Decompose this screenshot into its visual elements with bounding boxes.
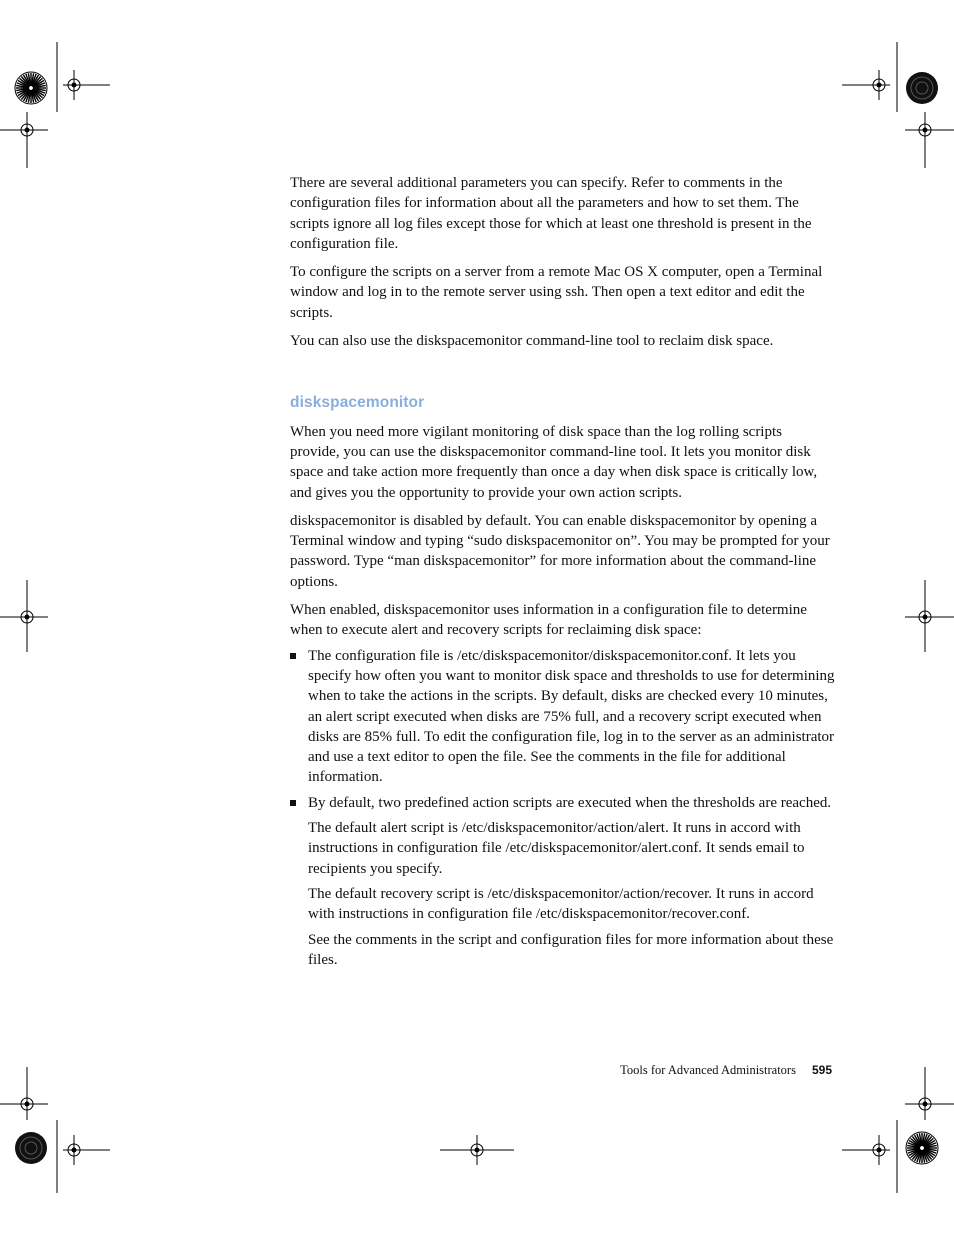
bullet-subparagraph: The default recovery script is /etc/diskspacemonitor/action/recover. It runs in accord with instructions in configuration file /etc/diskspacemonitor/recover.conf. <box>308 885 814 923</box>
bullet-text: By default, two predefined action scripts are executed when the thresholds are reached. <box>308 794 832 811</box>
body-text <box>290 173 835 975</box>
section-paragraph: When you need more vigilant monitoring of disk space than the log rolling scripts provide, you can use the diskspacemonitor command-line tool. It lets you monitor disk space and take action more frequently than once a day when disk space is critically low, and gives you the opportunity to provide your own action scripts. <box>290 423 818 501</box>
registration-target-icon <box>15 1132 47 1164</box>
bullet-text: The configuration file is /etc/diskspacemonitor/diskspacemonitor.conf. It lets you specify how often you want to monitor disk space and thresholds to use for determining when to take the actions in the scripts. By default, disks are checked every 10 minutes, an alert script executed when disks are 75% full, and a recovery script executed when disks are 85% full. To edit the configuration file, log in to the server as an administrator and use a text editor to open the file. See the comments in the file for additional information. <box>308 647 835 786</box>
section-paragraph: diskspacemonitor is disabled by default. You can enable diskspacemonitor by opening a Terminal window and typing “sudo diskspacemonitor on”. You may be prompted for your password. Type “man diskspacemonitor” for more information about the command-line options. <box>290 512 830 590</box>
registration-target-icon <box>906 72 938 104</box>
chapter-title: Tools for Advanced Administrators <box>620 1063 796 1077</box>
section-paragraph: When enabled, diskspacemonitor uses information in a configuration file to determine when to execute alert and recovery scripts for reclaiming disk space: <box>290 602 807 639</box>
list-item <box>290 646 835 788</box>
starburst-icon <box>15 72 47 104</box>
page-footer <box>620 1063 832 1078</box>
bullet-square-icon <box>290 800 296 806</box>
bullet-subparagraph: See the comments in the script and configuration files for more information about these files. <box>308 931 834 968</box>
bullet-subparagraph: The default alert script is /etc/diskspacemonitor/action/alert. It runs in accord with instructions in configuration file /etc/diskspacemonitor/alert.conf. It sends email to recipients you specify. <box>308 820 805 877</box>
intro-paragraph: You can also use the diskspacemonitor command-line tool to reclaim disk space. <box>290 333 774 350</box>
starburst-icon <box>906 1132 938 1164</box>
section-heading: diskspacemonitor <box>290 394 425 412</box>
bullet-square-icon <box>290 653 296 659</box>
bullet-list <box>290 646 835 970</box>
list-item <box>290 793 835 970</box>
intro-paragraph: There are several additional parameters you can specify. Refer to comments in the configuration files for information about all the parameters and how to set them. The scripts ignore all log files except those for which at least one threshold is present in the configuration file. <box>290 175 812 252</box>
page-number: 595 <box>811 1063 832 1077</box>
intro-paragraph: To configure the scripts on a server from a remote Mac OS X computer, open a Terminal window and log in to the remote server using ssh. Then open a text editor and edit the scripts. <box>290 264 823 321</box>
